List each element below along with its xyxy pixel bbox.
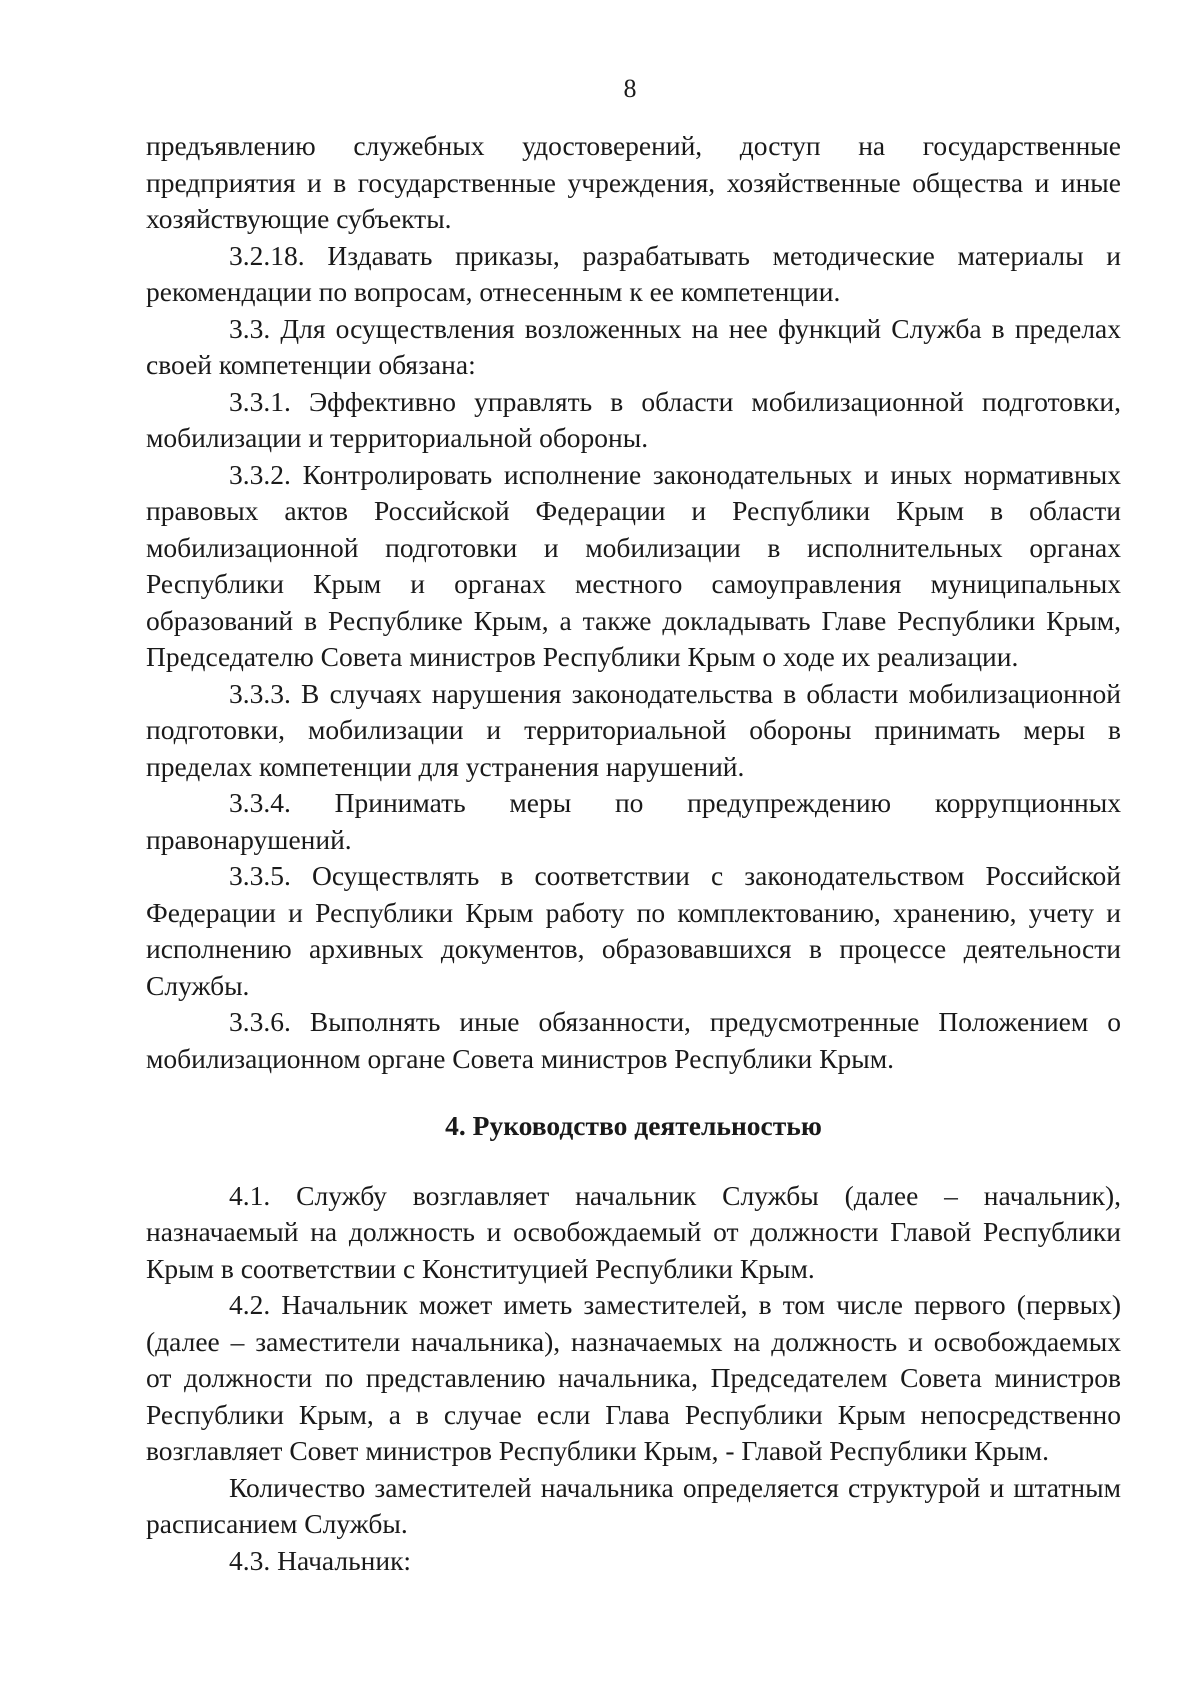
paragraph-3-3-3: 3.3.3. В случаях нарушения законодательства в области мобилизационной подготовки, мобилизации и территориальной обороны принимать меры в пределах компетенции для устранения нарушений. (146, 677, 1121, 782)
page-number: 8 (623, 74, 637, 103)
paragraph-3-3-6: 3.3.6. Выполнять иные обязанности, предусмотренные Положением о мобилизационном органе Совета министров Республики Крым. (146, 1006, 1121, 1074)
document-body (146, 128, 1121, 1579)
paragraph-3-3: 3.3. Для осуществления возложенных на нее функций Служба в пределах своей компетенции обязана: (146, 312, 1121, 380)
paragraph-4-3: 4.3. Начальник: (229, 1544, 412, 1576)
paragraph-3-3-1: 3.3.1. Эффективно управлять в области мобилизационной подготовки, мобилизации и территориальной обороны. (146, 385, 1121, 453)
paragraph-3-3-4: 3.3.4. Принимать меры по предупреждению коррупционных правонарушений. (146, 787, 1121, 855)
paragraph-deputies-count: Количество заместителей начальника определяется структурой и штатным расписанием Службы. (146, 1471, 1121, 1539)
paragraph-continuation: предъявлению служебных удостоверений, доступ на государственные предприятия и в государственные учреждения, хозяйственные общества и иные хозяйствующие субъекты. (146, 130, 1121, 234)
paragraph-3-2-18: 3.2.18. Издавать приказы, разрабатывать методические материалы и рекомендации по вопросам, отнесенным к ее компетенции. (146, 239, 1121, 307)
paragraph-4-2: 4.2. Начальник может иметь заместителей, в том числе первого (первых) (далее – заместители начальника), назначаемых на должность и освобождаемых от должности по представлению начальника, Председателем Совета министров Республики Крым, а в случае если Глава Республики Крым непосредственно возглавляет Совет министров Республики Крым, - Главой Республики Крым. (146, 1289, 1121, 1466)
paragraph-3-3-2: 3.3.2. Контролировать исполнение законодательных и иных нормативных правовых актов Российской Федерации и Республики Крым в области мобилизационной подготовки и мобилизации в исполнительных органах Республики Крым и органах местного самоуправления муниципальных образований в Республике Крым, а также докладывать Главе Республики Крым, Председателю Совета министров Республики Крым о ходе их реализации. (146, 458, 1121, 672)
paragraph-4-1: 4.1. Службу возглавляет начальник Службы (далее – начальник), назначаемый на должность и освобождаемый от должности Главой Республики Крым в соответствии с Конституцией Республики Крым. (146, 1179, 1121, 1284)
paragraph-3-3-5: 3.3.5. Осуществлять в соответствии с законодательством Российской Федерации и Республики Крым работу по комплектованию, хранению, учету и исполнению архивных документов, образовавшихся в процессе деятельности Службы. (146, 860, 1121, 1001)
section-heading: 4. Руководство деятельностью (445, 1110, 822, 1141)
